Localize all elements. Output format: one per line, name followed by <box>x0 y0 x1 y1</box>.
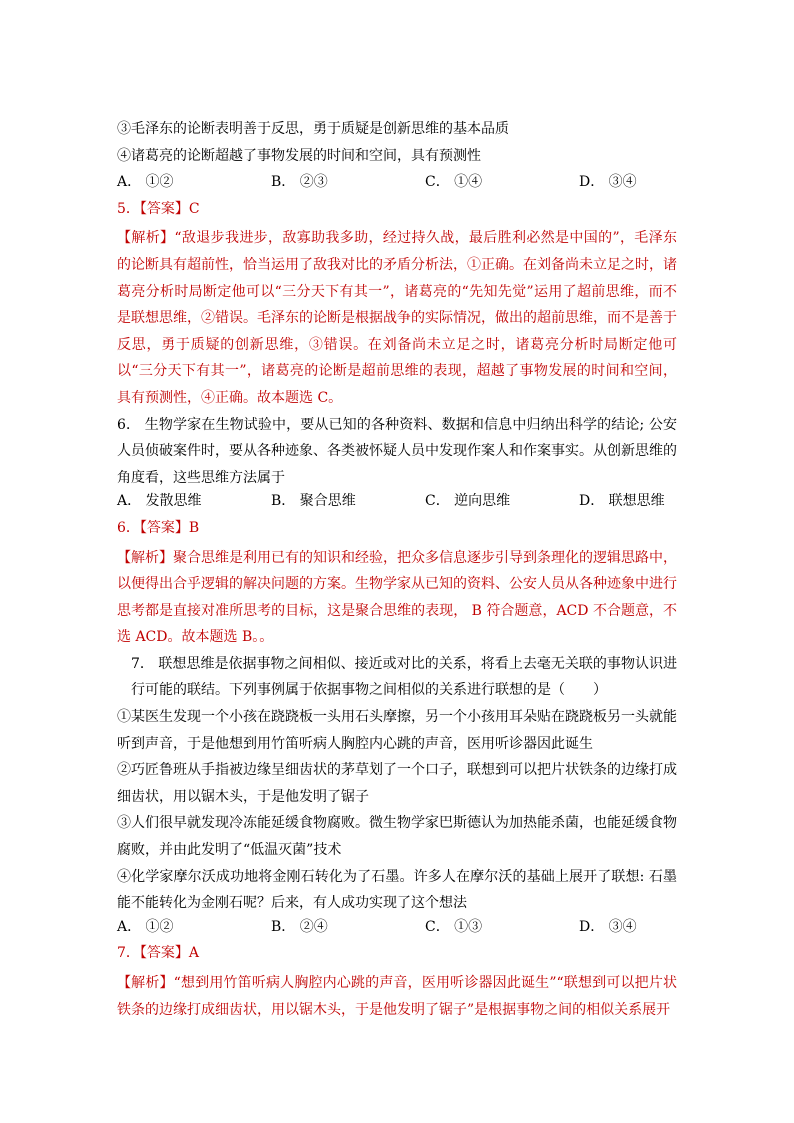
q7-option-b: B． ②④ <box>271 918 328 935</box>
q5-red-note-1: ①正确 <box>467 256 509 273</box>
q4-item-4: ④诸葛亮的论断超越了事物发展的时间和空间，具有预测性 <box>117 147 481 164</box>
q7-answer: 7．【答案】A <box>117 945 200 962</box>
q4-option-c: C． ①④ <box>425 174 483 191</box>
q7-analysis-text: “想到用竹笛听病人胸腔内心跳的声音，医用听诊器因此诞生”“联想到可以把片状铁条的边缘打成细齿状，用以锯木头，于是他发明了锯子”是根据事物之间的相似关系展开 <box>117 975 677 1018</box>
q7-stem: 7． 联想思维是依据事物之间相似、接近或对比的关系，将看上去毫无关联的事物认识进行可能的联结。下列事例属于依据事物之间相似的关系进行联想的是（ ） <box>131 655 677 699</box>
q6-analysis-text: 聚合思维是利用已有的知识和经验，把众多信息逐步引导到条理化的逻辑思路中，以便得出合乎逻辑的解决问题的方案。生物学家从已知的资料、公安人员从各种迹象中进行思考都是直接对准所思考的目标，这是聚合思维的表现， B 符合题意，ACD 不合题意，不选 ACD。故本题选 B。。 <box>117 549 677 646</box>
q6-analysis-label: 【解析】 <box>117 549 173 566</box>
q7-option-d: D． ③④ <box>579 918 637 935</box>
q5-answer: 5．【答案】C <box>117 200 200 217</box>
q4-option-d: D． ③④ <box>579 174 637 191</box>
q5-analysis-part3: 。毛泽东的论断是根据战争的实际情况，做出的超前思维，而不是善于反思，勇于质疑的创新思维，③错误。在刘备尚未立足之时，诸葛亮分析时局断定他可以“三分天下有其一”，诸葛亮的论断是超前思维的表现，超越了事物发展的时间和空间，具有预测性，④正确。故本题选 C。 <box>117 310 677 406</box>
q6-answer: 6．【答案】B <box>117 519 200 536</box>
q7-analysis-label: 【解析】 <box>117 975 174 991</box>
q6-option-b: B． 聚合思维 <box>271 493 356 510</box>
q4-options <box>117 172 677 192</box>
q5-analysis-part2: 。在刘备尚未立足之时，诸葛亮分析时局断定他可以“三分天下有其一”，诸葛亮的“先知先觉”运用了超前思维，而不是联想思维， <box>117 256 677 327</box>
q7-analysis <box>117 970 677 1023</box>
q7-item-3: ③人们很早就发现冷冻能延缓食物腐败。微生物学家巴斯德认为加热能杀菌，也能延缓食物腐败，并由此发明了“低温灭菌”技术 <box>117 815 677 859</box>
q7-options <box>117 917 677 937</box>
q7-item-1: ①某医生发现一个小孩在跷跷板一头用石头摩擦，另一个小孩用耳朵贴在跷跷板另一头就能听到声音，于是他想到用竹笛听病人胸腔内心跳的声音，医用听诊器因此诞生 <box>117 709 677 752</box>
document-page <box>117 119 677 1023</box>
q5-red-note-2: ②错误 <box>201 310 243 327</box>
q6-stem: 6． 生物学家在生物试验中，要从已知的各种资料、数据和信息中归纳出科学的结论; 公安人员侦破案件时，要从各种迹象、各类被怀疑人员中发现作案人和作案事实。从创新思维的角度看，这些思维方法属于 <box>117 416 677 486</box>
q7-item-4: ④化学家摩尔沃成功地将金刚石转化为了石墨。许多人在摩尔沃的基础上展开了联想: 石墨能不能转化为金刚石呢？后来，有人成功实现了这个想法 <box>117 868 677 912</box>
q6-options <box>117 491 677 511</box>
q7-option-c: C． ①③ <box>425 918 483 935</box>
q7-option-a: A． ①② <box>117 918 174 935</box>
q7-item-2: ②巧匠鲁班从手指被边缘呈细齿状的茅草划了一个口子，联想到可以把片状铁条的边缘打成细齿状，用以锯木头，于是他发明了锯子 <box>117 762 677 805</box>
q5-analysis-label: 【解析】 <box>117 230 175 247</box>
q6-analysis <box>117 545 677 651</box>
q6-option-a: A． 发散思维 <box>117 493 202 510</box>
q5-analysis-part1: “敌退步我进步，敌寡助我多助，经过持久战，最后胜利必然是中国的”，毛泽东的论断具有超前性，恰当运用了敌我对比的矛盾分析法， <box>117 230 678 273</box>
q4-option-b: B． ②③ <box>271 174 328 191</box>
q6-option-c: C． 逆向思维 <box>425 493 511 510</box>
q5-analysis <box>117 225 677 411</box>
q4-option-a: A． ①② <box>117 174 174 191</box>
q4-item-3: ③毛泽东的论断表明善于反思，勇于质疑是创新思维的基本品质 <box>117 121 509 137</box>
q6-option-d: D． 联想思维 <box>579 493 665 510</box>
